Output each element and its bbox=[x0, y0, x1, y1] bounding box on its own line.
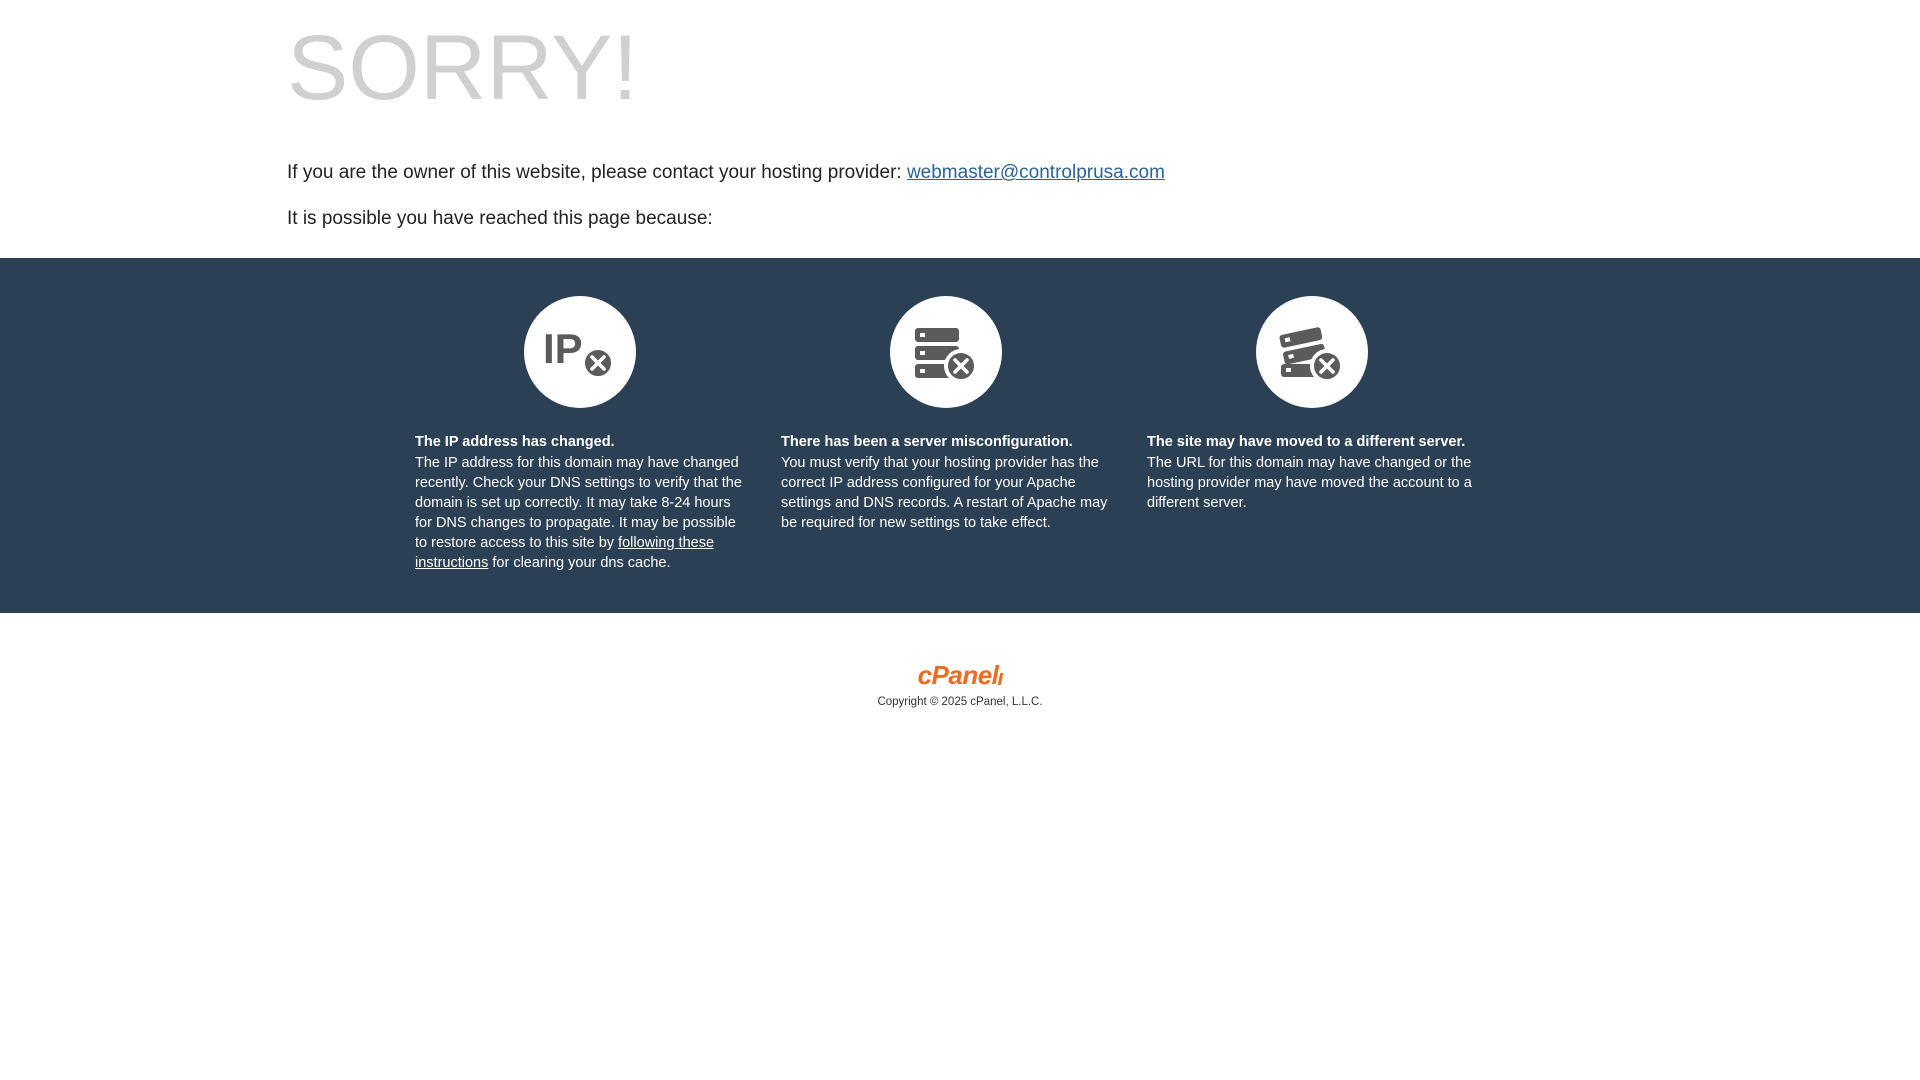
page-title: SORRY! bbox=[287, 17, 639, 119]
svg-text:IP: IP bbox=[543, 325, 583, 372]
reasons-section bbox=[0, 258, 1920, 613]
card-body-text: The IP address for this domain may have changed recently. Check your DNS settings to verify that the domain is set up correctly. It may take 8-24 hours for DNS changes to propagate. It may be possible to restore access to this site by bbox=[415, 455, 742, 551]
owner-contact-text: If you are the owner of this website, please contact your hosting provider: bbox=[287, 162, 902, 183]
server-misconfiguration-icon bbox=[890, 296, 1002, 408]
top-section bbox=[0, 0, 1920, 258]
card-body bbox=[415, 453, 745, 573]
ip-address-error-icon bbox=[524, 296, 636, 408]
cpanel-logo[interactable] bbox=[918, 661, 1003, 689]
card-body: You must verify that your hosting provider has the correct IP address configured for your Apache settings and DNS records. A restart of Apache may be required for new settings to take effect. bbox=[781, 455, 1108, 531]
card-heading: The IP address has changed. bbox=[415, 434, 615, 450]
server-moved-icon bbox=[1256, 296, 1368, 408]
reason-cards bbox=[415, 296, 1505, 573]
cpanel-logo-text: cPanel bbox=[917, 660, 999, 690]
reason-intro-text: It is possible you have reached this page because: bbox=[287, 208, 713, 229]
card-heading: There has been a server misconfiguration. bbox=[781, 434, 1073, 450]
reason-card-ip-changed bbox=[415, 296, 745, 573]
card-body-text-tail: for clearing your dns cache. bbox=[488, 555, 671, 571]
webmaster-email-link[interactable]: webmaster@controlprusa.com bbox=[906, 162, 1165, 183]
cpanel-logo-tick bbox=[998, 673, 1004, 685]
owner-contact-line bbox=[0, 118, 1920, 186]
copyright-text: Copyright © 2025 cPanel, L.L.C. bbox=[877, 696, 1043, 708]
card-body: The URL for this domain may have changed or the hosting provider may have moved the account to a different server. bbox=[1147, 455, 1472, 511]
footer bbox=[0, 613, 1920, 708]
reason-card-site-moved bbox=[1147, 296, 1477, 513]
card-heading: The site may have moved to a different server. bbox=[1147, 434, 1466, 450]
dns-cache-instructions-link[interactable]: following these instructions bbox=[415, 535, 715, 571]
reason-card-server-misconfiguration bbox=[781, 296, 1111, 533]
